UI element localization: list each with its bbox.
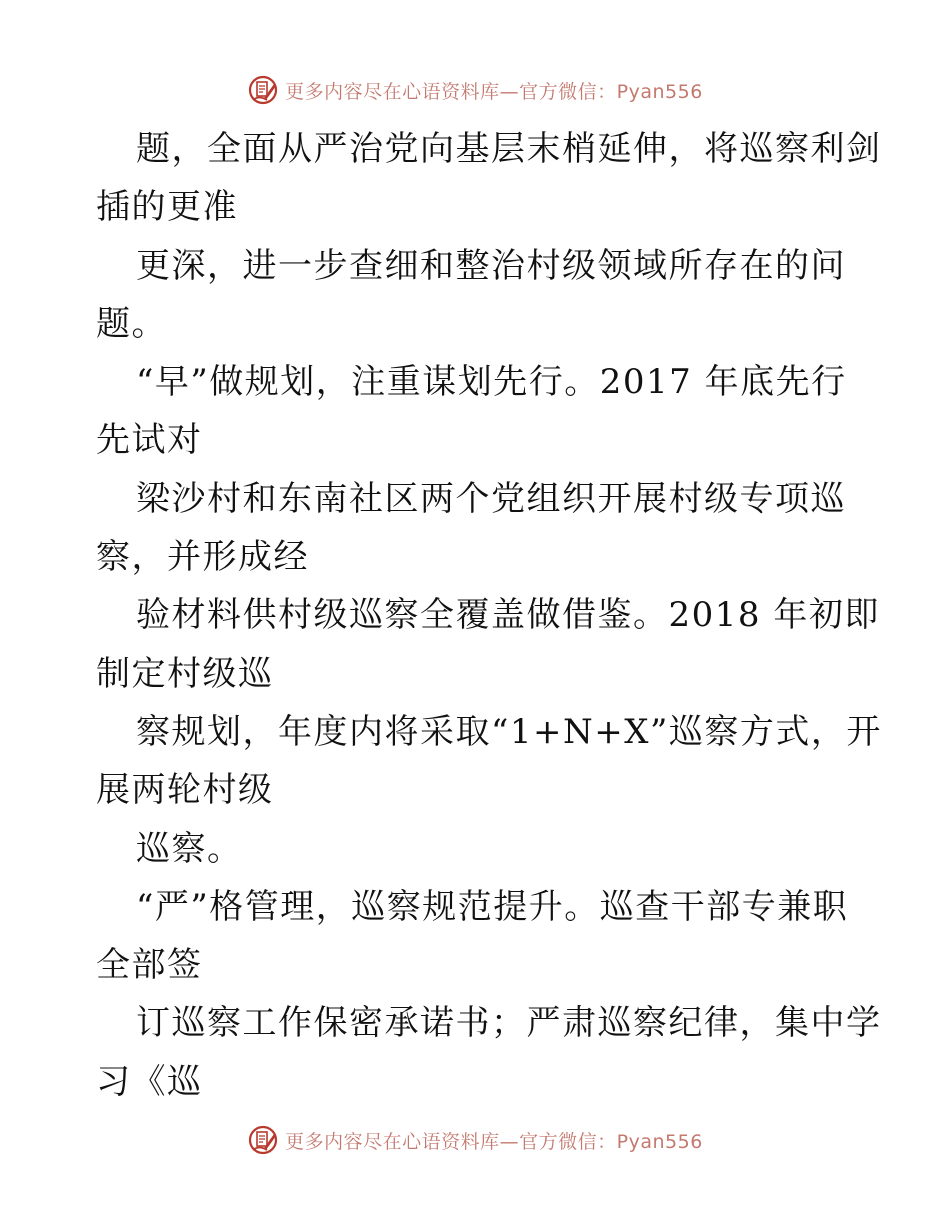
- document-body: [96, 120, 882, 1111]
- body-text-line: 制定村级巡: [96, 653, 274, 694]
- body-text-line: 察，并形成经: [96, 537, 309, 578]
- body-text-line: 展两轮村级: [96, 770, 274, 811]
- body-text-line: 插的更准: [96, 187, 238, 228]
- body-text-line: “早”做规划，注重谋划先行。2017 年底先行: [136, 362, 847, 403]
- body-text-line: 验材料供村级巡察全覆盖做借鉴。2018 年初即: [136, 595, 880, 636]
- body-text-line: 订巡察工作保密承诺书；严肃巡察纪律，集中学: [136, 1003, 882, 1044]
- body-text-line: 巡察。: [136, 828, 243, 869]
- body-text-line: 题。: [96, 303, 167, 344]
- body-text-line: 习《巡: [96, 1061, 203, 1102]
- footer-watermark: [0, 1120, 950, 1160]
- body-text-line: 全部签: [96, 945, 203, 986]
- body-text-line: “严”格管理，巡察规范提升。巡查干部专兼职: [136, 886, 849, 927]
- body-text-line: 梁沙村和东南社区两个党组织开展村级专项巡: [136, 478, 846, 519]
- header-watermark-text: 更多内容尽在心语资料库—官方微信：Pyan556: [285, 80, 703, 103]
- footer-watermark-text: 更多内容尽在心语资料库—官方微信：Pyan556: [285, 1130, 703, 1153]
- body-text-line: 更深，进一步查细和整治村级领域所存在的问: [136, 245, 846, 286]
- header-watermark: [0, 70, 950, 110]
- body-text-line: 题，全面从严治党向基层末梢延伸，将巡察利剑: [136, 129, 882, 169]
- document-pen-icon: [247, 1124, 279, 1156]
- body-text-line: 先试对: [96, 420, 203, 461]
- document-pen-icon: [247, 74, 279, 106]
- body-text-line: 察规划，年度内将采取“1+N+X”巡察方式，开: [136, 711, 882, 752]
